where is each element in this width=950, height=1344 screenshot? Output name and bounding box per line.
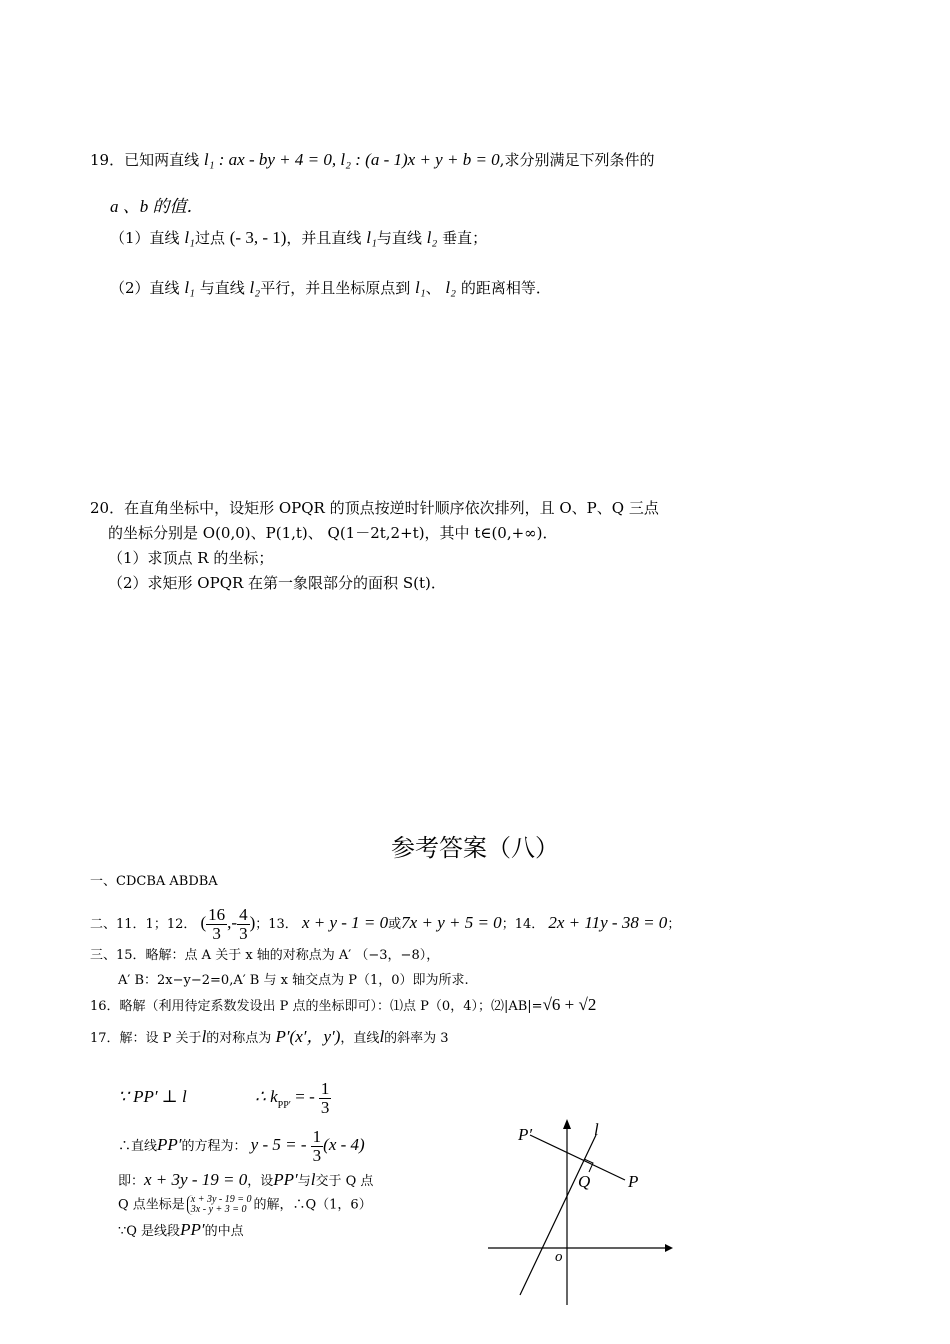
sec2-paren-close: ) [249,913,256,932]
step1-perp: ∵ PP′ ⊥ l [118,1087,187,1106]
label-p-prime: P′ [518,1125,533,1144]
step5-text-b: 的中点 [204,1224,244,1239]
step3-text-c: 与 [297,1174,311,1189]
q19-p1-text-c: ，并且直线 [286,229,362,247]
sec2-comma: ,- [227,913,238,932]
step1-frac-num: 1 [320,1079,330,1098]
y-axis-arrow [563,1119,571,1129]
step2-text-a: ∴直线 [118,1139,158,1154]
step2 [118,1128,365,1165]
q20-line4: （2）求矩形 OPQR 在第一象限部分的面积 S(t)． [108,574,446,592]
sec2-text-c: ；14． [501,917,545,932]
q20-line1: 20．在直角坐标中，设矩形 OPQR 的顶点按逆时针顺序依次排列，且 O、P、Q 三点 [90,499,659,517]
q19-part1 [110,228,487,248]
q17-text-b: 的对称点为 [206,1031,272,1046]
q19-p1-l1: l₁ [184,228,195,247]
q19-p2-text-c: 平行，并且坐标原点到 [260,279,411,297]
step2-frac-den: 3 [312,1146,322,1165]
q19-p2-l1-again: l₁ [414,278,426,297]
sec2-frac1-num: 16 [208,905,226,924]
answer-section3-line2: A′ B：2x−y−2=0,A′ B 与 x 轴交点为 P（1，0）即为所求. [118,973,469,988]
step1-k-sub: PP′ [277,1100,291,1111]
q16-value: √6 + √2 [542,995,597,1014]
sec2-text-b: ；13． [255,917,298,932]
sec2-eq13b: 7x + y + 5 = 0 [401,913,502,932]
label-q: Q [578,1172,591,1191]
step2-pp: PP′ [157,1135,182,1154]
step3-text-b: ，设 [247,1174,274,1189]
sec2-frac1-den: 3 [212,924,221,943]
sec2-paren-open: ( [200,913,207,932]
q19-p1-text-e: 垂直； [442,229,488,247]
q19-p1-text-b: 过点 [194,229,225,247]
sec2-eq14: 2x + 11y - 38 = 0 [548,913,668,932]
q19-intro: 已知两直线 [124,151,200,169]
step1-frac-den: 3 [320,1098,330,1117]
step3-text-a: 即： [118,1174,145,1189]
sec2-frac2-den: 3 [239,924,248,943]
q19-p1-l1-again: l₁ [366,228,377,247]
coordinate-figure [480,1115,680,1310]
q19-number: 19． [90,151,125,169]
q19-p2-separator: 、 [425,279,441,297]
step3 [118,1170,373,1192]
sec2-or: 或 [388,917,402,932]
q20-line3: （1）求顶点 R 的坐标； [108,549,274,567]
step5 [118,1220,244,1242]
step2-frac-num: 1 [312,1127,322,1146]
q19-p2-l1: l₁ [184,278,195,297]
q19-p2-l2: l₂ [249,278,261,297]
answer-q17 [90,1027,449,1049]
q17-text-d: 的斜率为 3 [384,1031,449,1046]
q19-p1-l2: l₂ [426,228,438,247]
step3-pp: PP′ [273,1170,298,1189]
q16-text: 16．略解（利用待定系数发设出 P 点的坐标即可）：⑴点 P（0，4）；⑵|AB|= [90,999,543,1014]
answer-q16 [90,995,596,1017]
q17-text-c: ，直线 [340,1031,380,1046]
sec2-end: ； [667,917,681,932]
step5-text-a: ∵Q 是线段 [118,1224,181,1239]
q17-point: P′(x′，y′) [275,1027,341,1046]
step1-frac [319,1080,332,1117]
step5-pp: PP′ [180,1220,205,1239]
sec2-frac1 [206,906,227,943]
step4-system [187,1195,252,1215]
step2-text-b: 的方程为： [181,1139,247,1154]
q19-p2-l2-again: l₂ [445,278,457,297]
q19-p1-point: (- 3, - 1) [229,228,287,247]
label-l: l [594,1120,599,1139]
step4-sys-eq2: 3x - y + 3 = 0 [190,1204,247,1215]
q19-ab: a 、b 的值． [110,197,204,216]
q17-text-a: 17．解：设 P 关于 [90,1031,202,1046]
q19-p1-text-a: （1）直线 [110,229,180,247]
step4-text-a: Q 点坐标是 [118,1197,185,1213]
step1-eq: = - [290,1087,315,1106]
q19-p2-text-d: 的距离相等． [460,279,551,297]
step2-eq: y - 5 = - [250,1135,307,1154]
q19-line1 [90,150,654,170]
q17-l-again: l [379,1027,385,1046]
q19-part2 [110,278,551,298]
step2-frac [311,1128,324,1165]
sec2-eq13a: x + y - 1 = 0 [301,913,389,932]
x-axis-arrow [665,1244,673,1252]
step4-sys-eq1: x + 3y - 19 = 0 [190,1194,252,1205]
label-o: o [555,1249,563,1265]
q19-tail: ,求分别满足下列条件的 [499,151,655,169]
step3-l: l [310,1170,316,1189]
step3-eq: x + 3y - 19 = 0 [144,1170,248,1189]
sec2-frac2-num: 4 [239,905,248,924]
step4 [118,1195,372,1216]
q19-line2 [110,197,204,217]
q19-p2-text-b: 与直线 [199,279,245,297]
q17-l: l [201,1027,207,1046]
q19-p1-text-d: 与直线 [376,229,422,247]
step3-text-d: 交于 Q 点 [315,1174,374,1189]
sec2-text-a: 二、11．1；12． [90,917,197,932]
step1 [118,1080,331,1117]
q19-p2-text-a: （2）直线 [110,279,180,297]
answer-title: 参考答案（八） [391,834,559,862]
label-p: P [628,1172,639,1191]
step2-paren: (x - 4) [323,1135,365,1154]
q20-line2: 的坐标分别是 O(0,0)、P(1,t)、 Q(1－2t,2+t)，其中 t∈(0,+∞)． [108,524,558,542]
step4-text-b: 的解，∴Q（1，6） [253,1197,372,1213]
answer-section2 [90,906,680,943]
answer-section1: 一、CDCBA ABDBA [90,874,218,889]
q19-equation: l₁ : ax - by + 4 = 0, l₂ : (a - 1)x + y + b = 0 [203,150,500,169]
step1-k: ∴ k [255,1087,278,1106]
sec2-frac2 [237,906,250,943]
answer-section3-line1: 三、15．略解：点 A 关于 x 轴的对称点为 A′ （−3，−8）， [90,948,440,963]
